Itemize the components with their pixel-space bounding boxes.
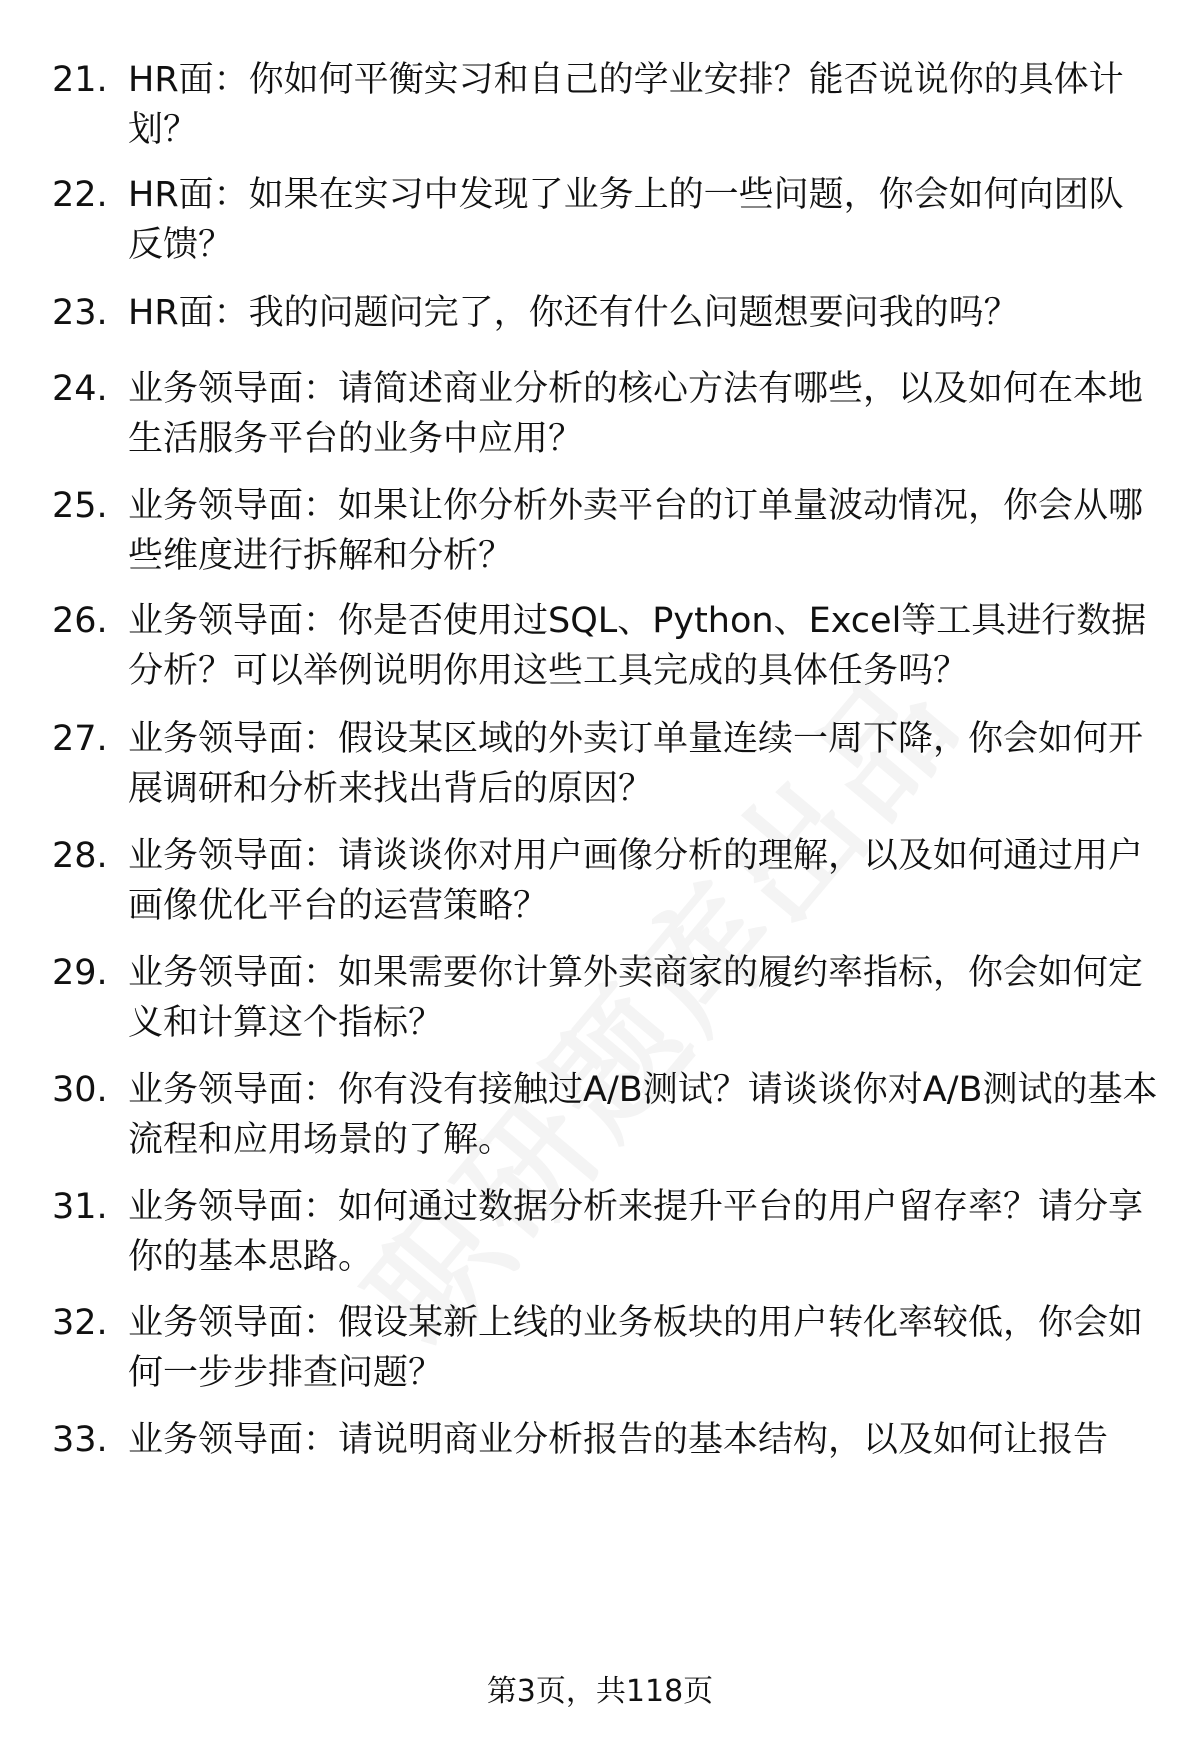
question-number: 24. (52, 369, 108, 409)
question-item-33 (0, 1415, 1200, 1525)
question-number: 32. (52, 1303, 108, 1343)
question-item-21 (0, 55, 1200, 165)
question-item-22 (0, 170, 1200, 280)
question-item-24 (0, 364, 1200, 474)
question-item-30 (0, 1065, 1200, 1175)
question-item-25 (0, 481, 1200, 591)
question-number: 30. (52, 1070, 108, 1110)
question-text: 业务领导面：如果需要你计算外卖商家的履约率指标，你会如何定义和计算这个指标？ (128, 953, 1144, 1043)
question-number: 33. (52, 1420, 108, 1460)
question-text: 业务领导面：请说明商业分析报告的基本结构，以及如何让报告 (128, 1420, 1109, 1460)
question-text: HR面：你如何平衡实习和自己的学业安排？能否说说你的具体计划？ (128, 60, 1124, 150)
question-number: 25. (52, 486, 108, 526)
question-item-32 (0, 1298, 1200, 1408)
question-text: 业务领导面：你有没有接触过A/B测试？请谈谈你对A/B测试的基本流程和应用场景的了解。 (128, 1070, 1158, 1160)
question-number: 31. (52, 1187, 108, 1227)
question-text: 业务领导面：请谈谈你对用户画像分析的理解，以及如何通过用户画像优化平台的运营策略？ (128, 836, 1144, 926)
question-text: 业务领导面：假设某新上线的业务板块的用户转化率较低，你会如何一步步排查问题？ (128, 1303, 1144, 1393)
question-text: HR面：如果在实习中发现了业务上的一些问题，你会如何向团队反馈？ (128, 175, 1124, 265)
question-text: 业务领导面：请简述商业分析的核心方法有哪些，以及如何在本地生活服务平台的业务中应用？ (128, 369, 1144, 459)
question-text: 业务领导面：你是否使用过SQL、Python、Excel等工具进行数据分析？可以举例说明你用这些工具完成的具体任务吗？ (128, 601, 1147, 691)
question-number: 27. (52, 719, 108, 759)
question-text: 业务领导面：如果让你分析外卖平台的订单量波动情况，你会从哪些维度进行拆解和分析？ (128, 486, 1144, 576)
question-text: 业务领导面：假设某区域的外卖订单量连续一周下降，你会如何开展调研和分析来找出背后的原因？ (128, 719, 1144, 809)
question-number: 29. (52, 953, 108, 993)
question-text: HR面：我的问题问完了，你还有什么问题想要问我的吗？ (128, 293, 1019, 333)
page-footer: 第3页，共118页 (486, 1674, 714, 1709)
question-number: 28. (52, 836, 108, 876)
question-number: 26. (52, 601, 108, 641)
question-text: 业务领导面：如何通过数据分析来提升平台的用户留存率？请分享你的基本思路。 (128, 1187, 1144, 1277)
question-item-26 (0, 596, 1200, 706)
question-item-29 (0, 948, 1200, 1058)
question-number: 23. (52, 293, 108, 333)
question-item-27 (0, 714, 1200, 824)
question-item-31 (0, 1182, 1200, 1292)
question-number: 21. (52, 60, 108, 100)
question-item-28 (0, 831, 1200, 941)
question-number: 22. (52, 175, 108, 215)
